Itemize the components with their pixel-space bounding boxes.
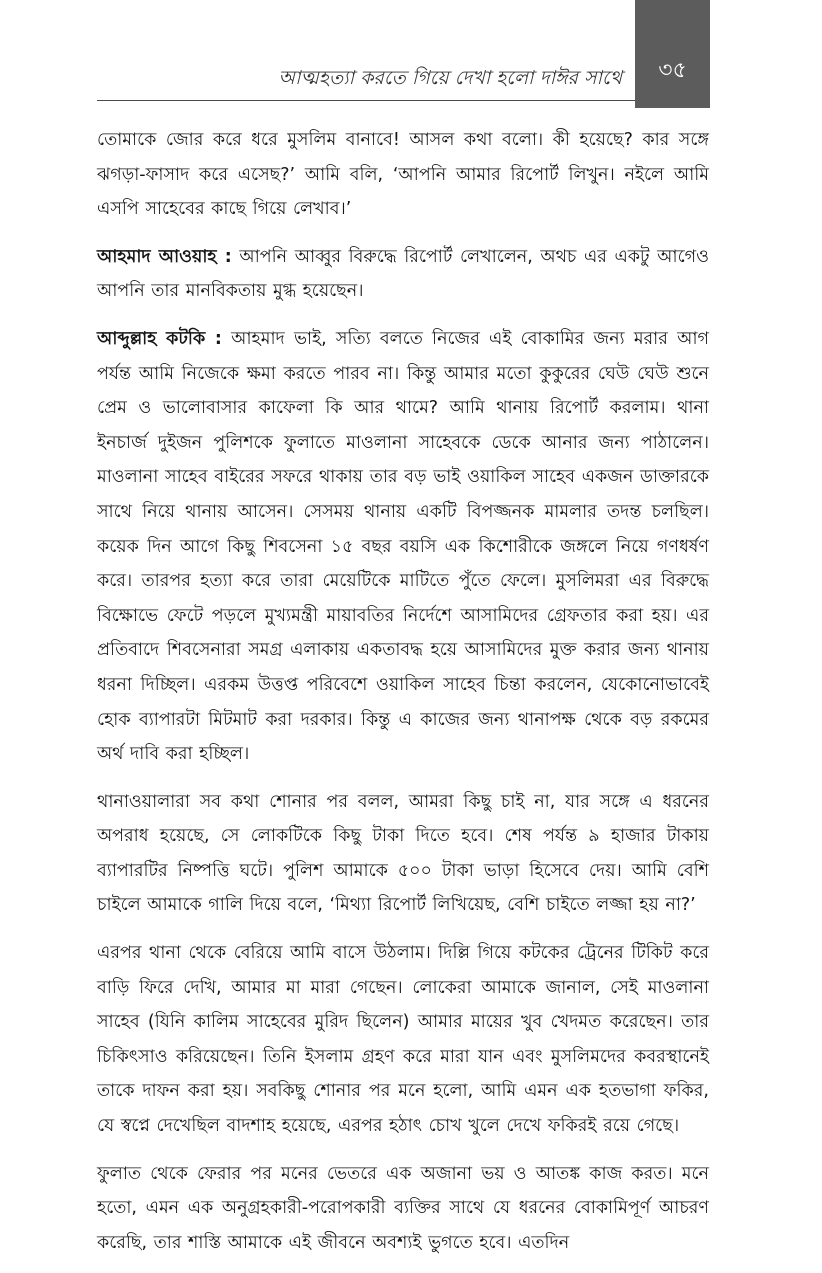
running-header — [0, 0, 822, 108]
chapter-title: আত্মহত্যা করতে গিয়ে দেখা হলো দাঈর সাথে — [278, 67, 622, 89]
page-body — [97, 123, 709, 1273]
header-divider — [97, 100, 635, 101]
paragraph-text: ফুলাত থেকে ফেরার পর মনের ভেতরে এক অজানা ভয় ও আতঙ্ক কাজ করত। মনে হতো, এমন এক অনুগ্রহকারী-পরোপকারী ব্যক্তির সাথে যে ধরনের বোকামিপূর্ণ আচরণ করেছি, তার শাস্তি আমাকে এই জীবনে অবশ্যই ভুগতে হবে। এতদিন — [97, 1163, 709, 1253]
page-number: ৩৫ — [658, 58, 687, 83]
speaker-name: আব্দুল্লাহ কটকি : — [97, 328, 222, 349]
dialogue-paragraph — [97, 322, 709, 772]
paragraph-text: আহমাদ ভাই, সত্যি বলতে নিজের এই বোকামির জন্য মরার আগ পর্যন্ত আমি নিজেকে ক্ষমা করতে পারব না। কিন্তু আমার মতো কুকুরের ঘেউ ঘেউ শুনে প্রেম ও ভালোবাসার কাফেলা কি আর থামে? আমি থানায় রিপোর্ট করলাম। থানা ইনচার্জ দুইজন পুলিশকে ফুলাতে মাওলানা সাহেবকে ডেকে আনার জন্য পাঠালেন। মাওলানা সাহেব বাইরের সফরে থাকায় তার বড় ভাই ওয়াকিল সাহেব একজন ডাক্তারকে সাথে নিয়ে থানায় আসেন। সেসময় থানায় একটি বিপজ্জনক মামলার তদন্ত চলছিল। কয়েক দিন আগে কিছু শিবসেনা ১৫ বছর বয়সি এক কিশোরীকে জঙ্গলে নিয়ে গণধর্ষণ করে। তারপর হত্যা করে তারা মেয়েটিকে মাটিতে পুঁতে ফেলে। মুসলিমরা এর বিরুদ্ধে বিক্ষোভে ফেটে পড়লে মুখ্যমন্ত্রী মায়াবতির নির্দেশে আসামিদের গ্রেফতার করা হয়। এর প্রতিবাদে শিবসেনারা সমগ্র এলাকায় একতাবদ্ধ হয়ে আসামিদের মুক্ত করার জন্য থানায় ধরনা দিচ্ছিল। এরকম উত্তপ্ত পরিবেশে ওয়াকিল সাহেব চিন্তা করলেন, যেকোনোভাবেই হোক ব্যাপারটা মিটমাট করা দরকার। কিন্তু এ কাজের জন্য থানাপক্ষ থেকে বড় রকমের অর্থ দাবি করা হচ্ছিল। — [97, 328, 709, 765]
paragraph-text: আপনি আব্বুর বিরুদ্ধে রিপোর্ট লেখালেন, অথচ এর একটু আগেও আপনি তার মানবিকতায় মুগ্ধ হয়েছেন। — [97, 246, 709, 302]
paragraph — [97, 1157, 709, 1261]
speaker-name: আহমাদ আওয়াহ : — [97, 246, 232, 267]
dialogue-paragraph — [97, 240, 709, 309]
paragraph-text: তোমাকে জোর করে ধরে মুসলিম বানাবে! আসল কথা বলো। কী হয়েছে? কার সঙ্গে ঝগড়া-ফাসাদ করে এসেছ?’ আমি বলি, ‘আপনি আমার রিপোর্ট লিখুন। নইলে আমি এসপি সাহেবের কাছে গিয়ে লেখাব।’ — [97, 130, 709, 220]
paragraph-text: থানাওয়ালারা সব কথা শোনার পর বলল, আমরা কিছু চাই না, যার সঙ্গে এ ধরনের অপরাধ হয়েছে, সে লোকটিকে কিছু টাকা দিতে হবে। শেষ পর্যন্ত ৯ হাজার টাকায় ব্যাপারটির নিষ্পত্তি ঘটে। পুলিশ আমাকে ৫০০ টাকা ভাড়া হিসেবে দেয়। আমি বেশি চাইলে আমাকে গালি দিয়ে বলে, ‘মিথ্যা রিপোর্ট লিখিয়েছ, বেশি চাইতে লজ্জা হয় না?’ — [97, 791, 709, 916]
paragraph-text: এরপর থানা থেকে বেরিয়ে আমি বাসে উঠলাম। দিল্লি গিয়ে কটকের ট্রেনের টিকিট করে বাড়ি ফিরে দেখি, আমার মা মারা গেছেন। লোকেরা আমাকে জানাল, সেই মাওলানা সাহেব (যিনি কালিম সাহেবের মুরিদ ছিলেন) আমার মায়ের খুব খেদমত করেছেন। তার চিকিৎসাও করিয়েছেন। তিনি ইসলাম গ্রহণ করে মারা যান এবং মুসলিমদের কবরস্থানেই তাকে দাফন করা হয়। সবকিছু শোনার পর মনে হলো, আমি এমন এক হতভাগা ফকির, যে স্বপ্নে দেখেছিল বাদশাহ হয়েছে, এরপর হঠাৎ চোখ খুলে দেখে ফকিরই রয়ে গেছে। — [97, 943, 709, 1137]
page-number-tab — [635, 0, 710, 108]
paragraph — [97, 785, 709, 923]
paragraph — [97, 936, 709, 1144]
paragraph — [97, 123, 709, 227]
